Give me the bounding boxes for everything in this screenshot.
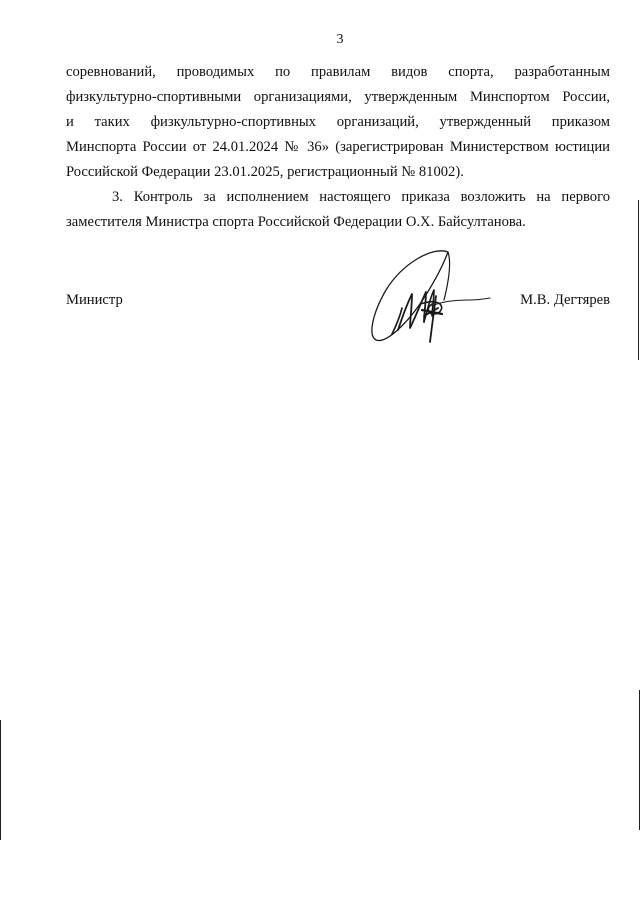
handwritten-signature-icon [362, 244, 492, 354]
text-line: заместителя Министра спорта Российской Федерации О.Х. Байсултанова. [66, 214, 526, 230]
page-number: 3 [336, 32, 344, 47]
text-line: Минспорта России от 24.01.2024 № 36» (зарегистрирован Министерством юстиции [66, 139, 610, 155]
text-line: Российской Федерации 23.01.2025, регистрационный № 81002). [66, 164, 464, 180]
text-line: и таких физкультурно-спортивных организаций, утвержденный приказом [66, 114, 610, 130]
text-line: физкультурно-спортивными организациями, утвержденным Минспортом России, [66, 89, 610, 105]
text-line: 3. Контроль за исполнением настоящего приказа возложить на первого [112, 189, 610, 205]
scan-edge-mark [0, 720, 1, 840]
scan-edge-mark [638, 200, 639, 360]
signer-position: Министр [66, 292, 123, 308]
text-line: соревнований, проводимых по правилам видов спорта, разработанным [66, 64, 610, 80]
signer-name: М.В. Дегтярев [520, 292, 610, 308]
document-body [66, 60, 610, 235]
